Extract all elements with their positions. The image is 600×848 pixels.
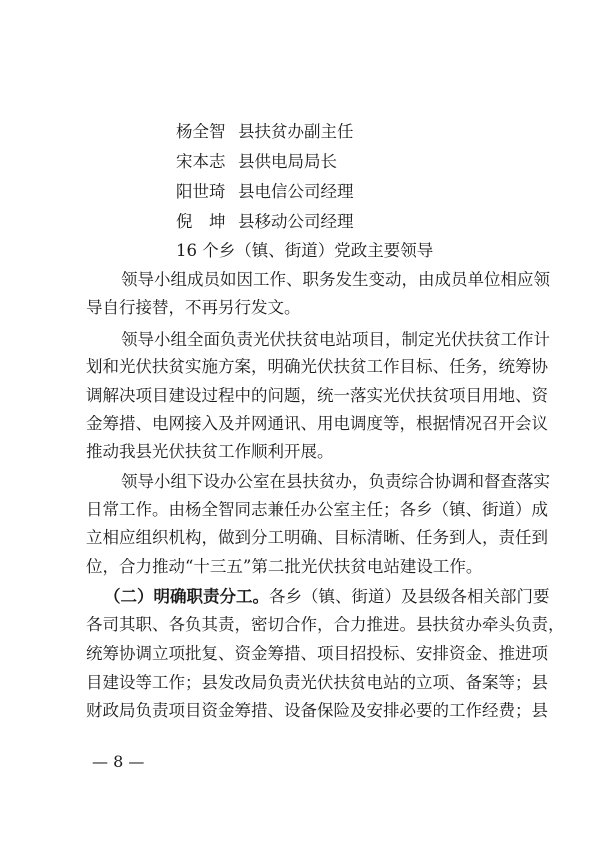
member-line xyxy=(176,212,354,232)
paragraph-line: 财政局负责项目资金筹措、设备保险及安排必要的工作经费；县 xyxy=(86,701,548,720)
paragraph-line: 统筹协调立项批复、资金筹措、项目招投标、安排资金、推进项 xyxy=(86,644,548,663)
section-heading: （二）明确职责分工。 xyxy=(104,587,269,606)
paragraph-line: 领导小组下设办公室在县扶贫办，负责综合协调和督查落实 xyxy=(121,472,550,491)
paragraph-line: 导自行接替，不再另行发文。 xyxy=(86,298,301,317)
member-name: 杨全智 xyxy=(176,122,226,141)
paragraph-line: 推动我县光伏扶贫工作顺利开展。 xyxy=(86,442,334,461)
member-role: 县扶贫办副主任 xyxy=(238,122,354,141)
member-role: 县电信公司经理 xyxy=(238,182,354,201)
member-role: 县移动公司经理 xyxy=(238,212,354,231)
member-name: 倪 坤 xyxy=(176,212,226,231)
member-line xyxy=(176,122,354,142)
page-number: — 8 — xyxy=(92,752,145,771)
paragraph-line: 领导小组成员如因工作、职务发生变动，由成员单位相应领 xyxy=(121,270,550,289)
paragraph-line: 划和光伏扶贫实施方案，明确光伏扶贫工作目标、任务，统筹协 xyxy=(86,357,548,376)
member-role: 县供电局局长 xyxy=(238,152,337,171)
paragraph-line: 调解决项目建设过程中的问题，统一落实光伏扶贫项目用地、资 xyxy=(86,386,548,405)
paragraph-line xyxy=(104,587,550,607)
paragraph-line: 各司其职、各负其责，密切合作，合力推进。县扶贫办牵头负责， xyxy=(86,615,565,634)
paragraph-line: 位，合力推动“十三五”第二批光伏扶贫电站建设工作。 xyxy=(86,557,483,576)
member-name: 宋本志 xyxy=(176,152,226,171)
member-line xyxy=(176,182,354,202)
paragraph-text: 各乡（镇、街道）及县级各相关部门要 xyxy=(269,587,550,606)
paragraph-line: 领导小组全面负责光伏扶贫电站项目，制定光伏扶贫工作计 xyxy=(121,330,550,349)
member-line xyxy=(176,152,337,172)
paragraph-line: 立相应组织机构，做到分工明确、目标清晰、任务到人，责任到 xyxy=(86,528,548,547)
paragraph-line: 日常工作。由杨全智同志兼任办公室主任；各乡（镇、街道）成 xyxy=(86,500,548,519)
member-name: 阳世琦 xyxy=(176,182,226,201)
paragraph-line: 目建设等工作；县发改局负责光伏扶贫电站的立项、备案等；县 xyxy=(86,673,548,692)
paragraph-line: 金筹措、电网接入及并网通讯、用电调度等，根据情况召开会议 xyxy=(86,414,548,433)
township-leaders-line: 16 个乡（镇、街道）党政主要领导 xyxy=(176,241,434,260)
